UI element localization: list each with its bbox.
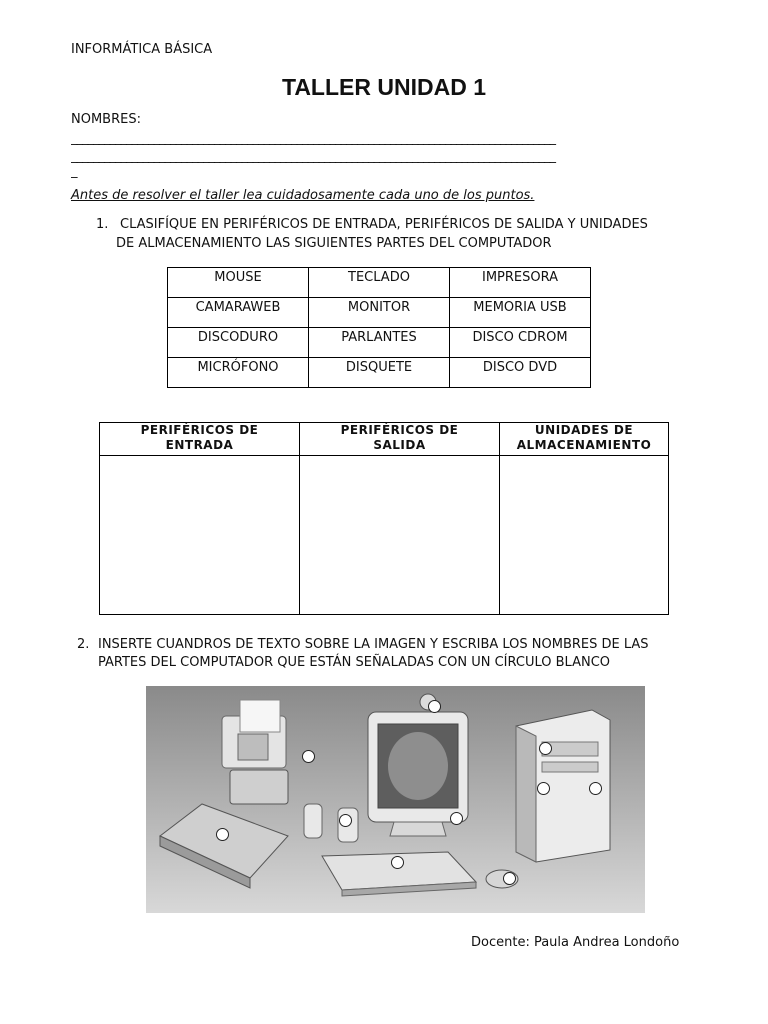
page-title: TALLER UNIDAD 1: [281, 74, 486, 100]
output-peripherals-answer-cell[interactable]: [300, 456, 500, 615]
names-line-3: _: [71, 164, 77, 179]
parts-cell: DISQUETE: [309, 358, 450, 388]
teacher-name: Docente: Paula Andrea Londoño: [471, 935, 680, 950]
header-line: PERIFÉRICOS DE: [340, 423, 459, 437]
header-line: SALIDA: [373, 438, 426, 452]
input-peripherals-answer-cell[interactable]: [100, 456, 300, 615]
question-2-line-2: PARTES DEL COMPUTADOR QUE ESTÁN SEÑALADAS CON UN CÍRCULO BLANCO: [98, 655, 611, 670]
output-peripherals-header: [300, 423, 500, 456]
parts-cell: TECLADO: [309, 268, 450, 298]
computer-illustration: [146, 686, 645, 913]
parts-cell: DISCO DVD: [450, 358, 591, 388]
parts-cell: MEMORIA USB: [450, 298, 591, 328]
parts-table-row: [168, 358, 591, 388]
question-2-number: 2.: [77, 637, 90, 652]
parts-table-row: [168, 298, 591, 328]
part-marker-cdrom[interactable]: [539, 742, 552, 755]
question-2-line-1: INSERTE CUANDROS DE TEXTO SOBRE LA IMAGEN Y ESCRIBA LOS NOMBRES DE LAS: [98, 637, 649, 652]
question-1-number: 1.: [96, 217, 109, 232]
part-marker-keyboard[interactable]: [391, 856, 404, 869]
parts-cell: DISCODURO: [168, 328, 309, 358]
classification-answer-row: [100, 456, 669, 615]
header-line: UNIDADES DE: [534, 423, 634, 437]
input-peripherals-header: [100, 423, 300, 456]
part-marker-mouse[interactable]: [503, 872, 516, 885]
question-1-line-1: CLASIFÍQUE EN PERIFÉRICOS DE ENTRADA, PERIFÉRICOS DE SALIDA Y UNIDADES: [120, 217, 648, 232]
part-marker-scanner[interactable]: [216, 828, 229, 841]
parts-cell: DISCO CDROM: [450, 328, 591, 358]
subject-header: INFORMÁTICA BÁSICA: [71, 42, 213, 57]
header-line: ENTRADA: [165, 438, 234, 452]
classification-header-row: [100, 423, 669, 456]
storage-units-header: [500, 423, 669, 456]
scanner-illustration: [160, 804, 288, 888]
part-marker-tower[interactable]: [589, 782, 602, 795]
part-marker-speaker[interactable]: [339, 814, 352, 827]
classification-table: [99, 422, 669, 615]
names-line-2: ________________________________________________________________________________________: [71, 149, 555, 164]
printer-illustration: [222, 700, 288, 804]
parts-cell: PARLANTES: [309, 328, 450, 358]
parts-cell: IMPRESORA: [450, 268, 591, 298]
instructions-text: Antes de resolver el taller lea cuidadosamente cada uno de los puntos.: [71, 188, 535, 203]
names-line-1: ________________________________________________________________________________________: [71, 131, 555, 146]
parts-cell: MICRÓFONO: [168, 358, 309, 388]
parts-table: [167, 267, 591, 388]
part-marker-webcam[interactable]: [428, 700, 441, 713]
part-marker-printer[interactable]: [302, 750, 315, 763]
part-marker-floppy[interactable]: [537, 782, 550, 795]
parts-table-row: [168, 268, 591, 298]
parts-cell: CAMARAWEB: [168, 298, 309, 328]
part-marker-monitor[interactable]: [450, 812, 463, 825]
header-line: ALMACENAMIENTO: [516, 438, 652, 452]
parts-cell: MONITOR: [309, 298, 450, 328]
question-1-line-2: DE ALMACENAMIENTO LAS SIGUIENTES PARTES DEL COMPUTADOR: [116, 236, 552, 251]
parts-cell: MOUSE: [168, 268, 309, 298]
computer-parts-photo: [146, 686, 645, 913]
parts-table-row: [168, 328, 591, 358]
names-label: NOMBRES:: [71, 112, 141, 127]
header-line: PERIFÉRICOS DE: [140, 423, 259, 437]
storage-units-answer-cell[interactable]: [500, 456, 669, 615]
